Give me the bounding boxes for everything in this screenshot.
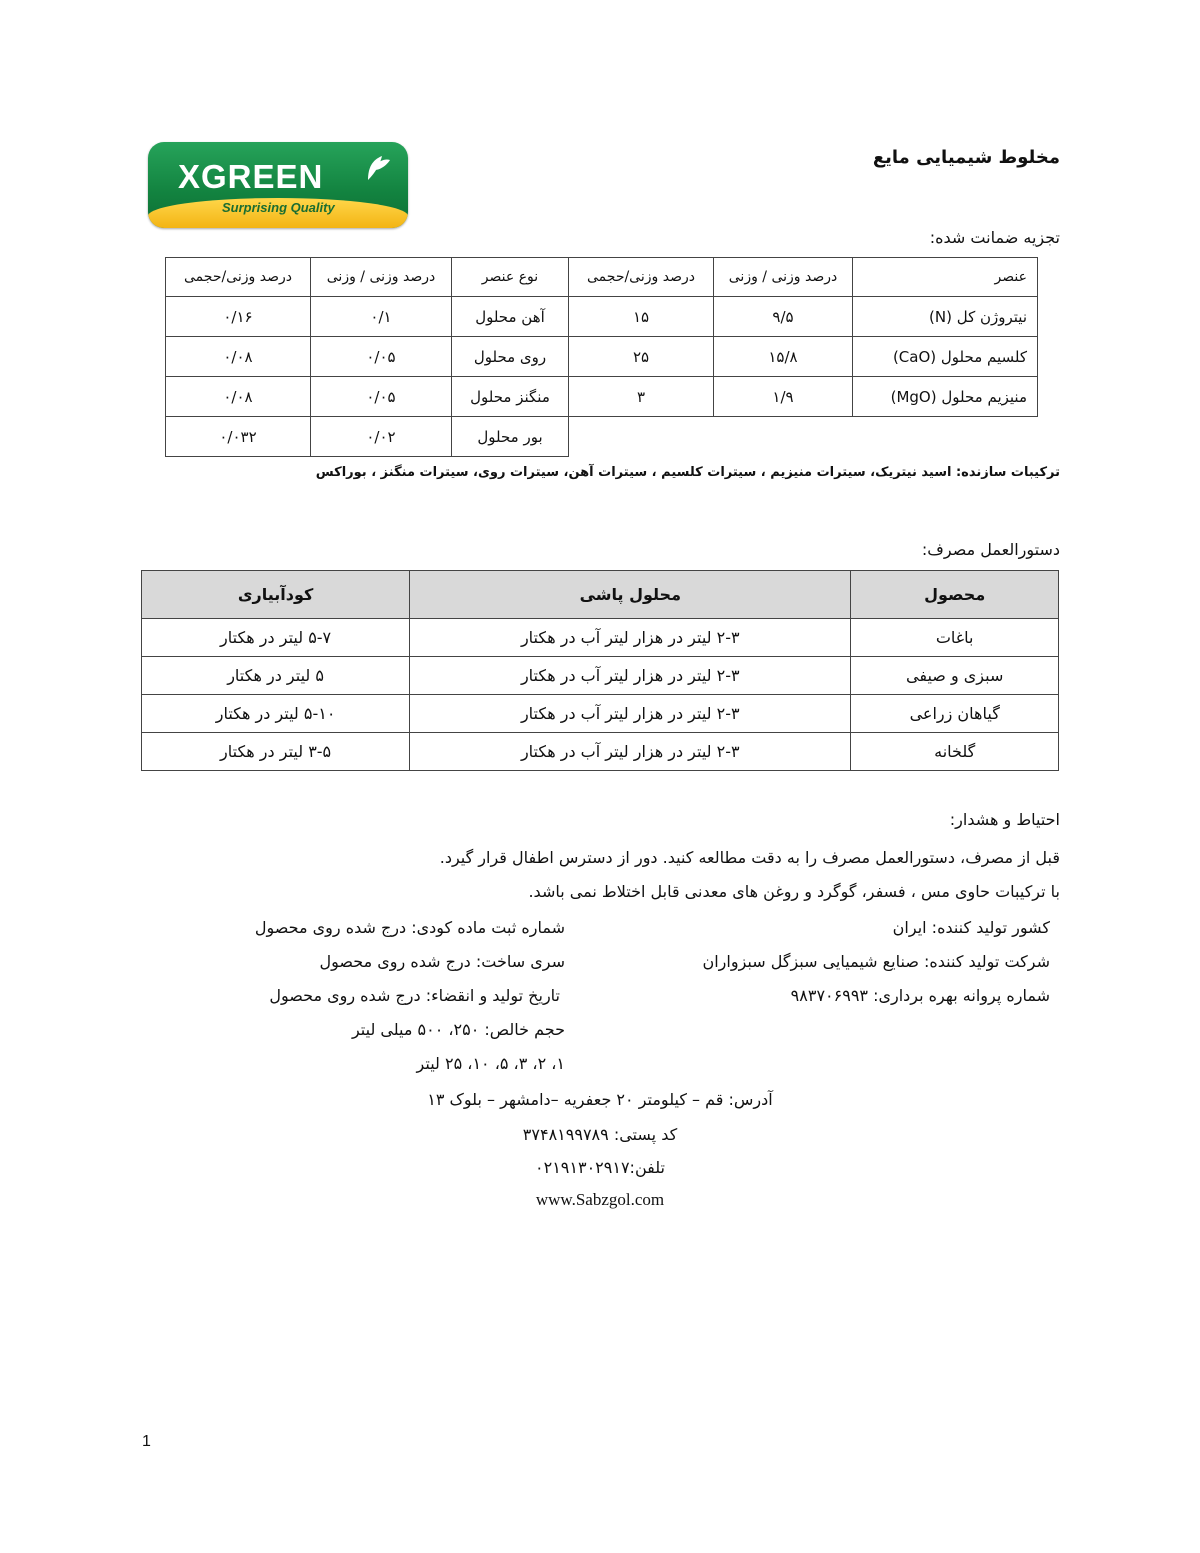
table-cell: ۲-۳ لیتر در هزار لیتر آب در هکتار: [410, 733, 851, 771]
caution-line-1: قبل از مصرف، دستورالعمل مصرف را به دقت مطالعه کنید. دور از دسترس اطفال قرار گیرد.: [439, 848, 1060, 867]
usage-table: [141, 570, 1059, 771]
table-cell: ۲۵: [569, 337, 714, 377]
table-cell: ۱۵: [569, 297, 714, 337]
table-cell: ۱/۹: [714, 377, 853, 417]
header-cell: درصد وزنی/حجمی: [569, 258, 714, 297]
table-cell: ۱۵/۸: [714, 337, 853, 377]
table-cell: گیاهان زراعی: [851, 695, 1059, 733]
composition-text: ترکیبات سازنده: اسید نیتریک، سیترات منیزیم ، سیترات کلسیم ، سیترات آهن، سیترات روی، سیترات منگنز ، بوراکس: [315, 465, 1060, 480]
postal-code: کد پستی: ۳۷۴۸۱۹۹۷۸۹: [522, 1125, 678, 1144]
table-cell-empty: [569, 417, 714, 457]
page-number: 1: [142, 1433, 151, 1450]
registration-number: شماره ثبت ماده کودی: درج شده روی محصول: [254, 918, 565, 937]
page-title: مخلوط شیمیایی مایع: [872, 147, 1060, 168]
header-cell: محصول: [851, 571, 1059, 619]
header-cell: کودآبیاری: [142, 571, 410, 619]
manufacturer: شرکت تولید کننده: صنایع شیمیایی سبزگل سبزواران: [702, 952, 1050, 971]
table-row: [142, 695, 1059, 733]
net-volume: حجم خالص: ۲۵۰، ۵۰۰ میلی لیتر: [351, 1020, 565, 1039]
table-cell: نیتروژن کل (N): [853, 297, 1038, 337]
table-row: [142, 657, 1059, 695]
table-cell: کلسیم محلول (CaO): [853, 337, 1038, 377]
header-cell: درصد وزنی / وزنی: [714, 258, 853, 297]
logo-tagline: Surprising Quality: [222, 200, 335, 215]
table-cell: باغات: [851, 619, 1059, 657]
table-cell: سبزی و صیفی: [851, 657, 1059, 695]
analysis-table: [165, 257, 1038, 457]
table-cell: ۰/۰۳۲: [166, 417, 311, 457]
usage-header-row: [142, 571, 1059, 619]
table-cell: ۰/۰۸: [166, 377, 311, 417]
table-cell: بور محلول: [452, 417, 569, 457]
table-cell: ۵-۱۰ لیتر در هکتار: [142, 695, 410, 733]
table-cell: ۲-۳ لیتر در هزار لیتر آب در هکتار: [410, 619, 851, 657]
phone-number: تلفن:۰۲۱۹۱۳۰۲۹۱۷: [535, 1158, 665, 1177]
analysis-header-row: [166, 258, 1038, 297]
production-expiry-dates: تاریخ تولید و انقضاء: درج شده روی محصول: [269, 986, 560, 1005]
caution-heading: احتیاط و هشدار:: [949, 810, 1060, 829]
country-of-origin: کشور تولید کننده: ایران: [892, 918, 1050, 937]
table-row: [142, 733, 1059, 771]
table-row: [166, 417, 1038, 457]
table-row: [166, 337, 1038, 377]
table-cell: ۳: [569, 377, 714, 417]
table-cell: ۰/۰۸: [166, 337, 311, 377]
brand-logo: [148, 142, 408, 228]
guaranteed-analysis-label: تجزیه ضمانت شده:: [929, 228, 1060, 247]
header-cell: محلول پاشی: [410, 571, 851, 619]
table-cell: گلخانه: [851, 733, 1059, 771]
table-cell: منگنز محلول: [452, 377, 569, 417]
table-cell: منیزیم محلول (MgO): [853, 377, 1038, 417]
table-row: [142, 619, 1059, 657]
header-cell: درصد وزنی / وزنی: [311, 258, 452, 297]
header-cell: عنصر: [853, 258, 1038, 297]
license-number: شماره پروانه بهره برداری: ۹۸۳۷۰۶۹۹۳: [790, 986, 1050, 1005]
table-cell-empty: [853, 417, 1038, 457]
table-cell: ۰/۱۶: [166, 297, 311, 337]
table-cell: ۵-۷ لیتر در هکتار: [142, 619, 410, 657]
table-cell: ۰/۱: [311, 297, 452, 337]
table-row: [166, 297, 1038, 337]
table-cell: ۲-۳ لیتر در هزار لیتر آب در هکتار: [410, 695, 851, 733]
usage-label: دستورالعمل مصرف:: [921, 540, 1060, 559]
table-cell: آهن محلول: [452, 297, 569, 337]
table-cell: ۰/۰۲: [311, 417, 452, 457]
website-link[interactable]: www.Sabzgol.com: [535, 1190, 665, 1209]
table-cell: ۲-۳ لیتر در هزار لیتر آب در هکتار: [410, 657, 851, 695]
table-cell: ۹/۵: [714, 297, 853, 337]
table-cell: ۰/۰۵: [311, 377, 452, 417]
header-cell: درصد وزنی/حجمی: [166, 258, 311, 297]
leaf-icon: [362, 150, 392, 184]
batch-series: سری ساخت: درج شده روی محصول: [319, 952, 565, 971]
table-cell: روی محلول: [452, 337, 569, 377]
header-cell: نوع عنصر: [452, 258, 569, 297]
caution-line-2: با ترکیبات حاوی مس ، فسفر، گوگرد و روغن های معدنی قابل اختلاط نمی باشد.: [528, 882, 1060, 901]
logo-brand-name: XGREEN: [178, 158, 324, 195]
table-cell: ۰/۰۵: [311, 337, 452, 377]
table-row: [166, 377, 1038, 417]
table-cell: ۵ لیتر در هکتار: [142, 657, 410, 695]
table-cell-empty: [714, 417, 853, 457]
table-cell: ۳-۵ لیتر در هکتار: [142, 733, 410, 771]
package-volumes: ۱، ۲، ۳، ۵، ۱۰، ۲۵ لیتر: [416, 1054, 565, 1073]
address: آدرس: قم – کیلومتر ۲۰ جعفریه –دامشهر – بلوک ۱۳: [427, 1090, 773, 1109]
